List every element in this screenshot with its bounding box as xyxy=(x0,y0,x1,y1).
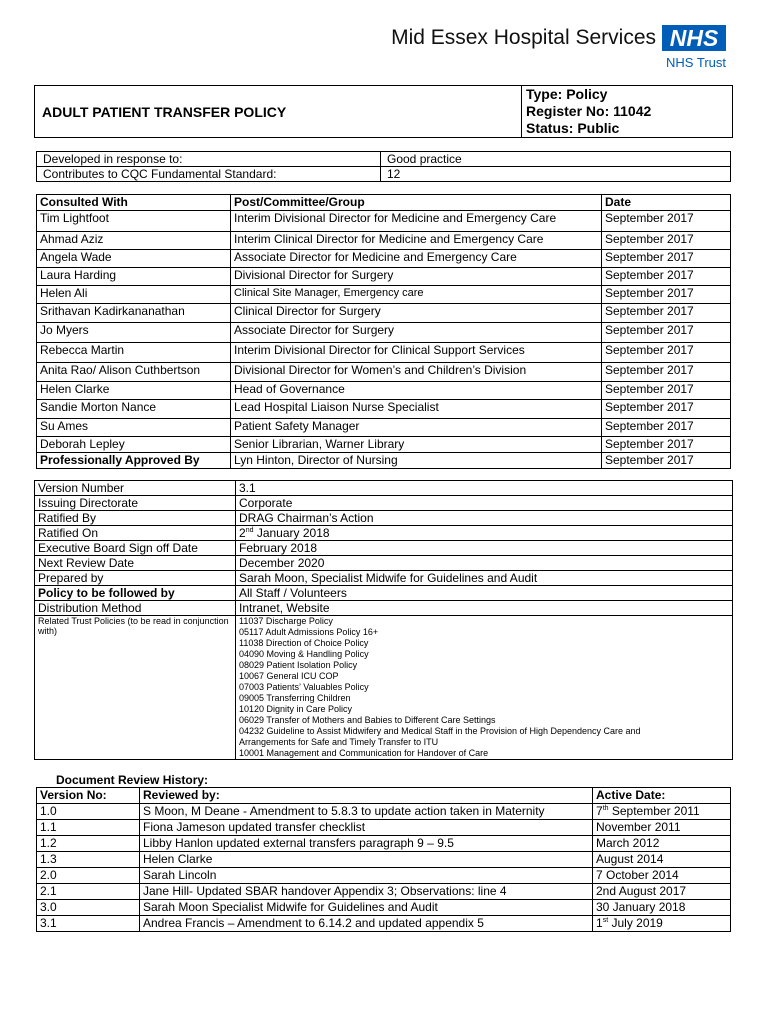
info-value: February 2018 xyxy=(236,541,733,556)
table-row xyxy=(37,437,731,453)
info-value: December 2020 xyxy=(236,556,733,571)
info-label: Prepared by xyxy=(35,571,236,586)
table-row xyxy=(35,526,733,541)
table-row xyxy=(35,541,733,556)
version-cell: 1.2 xyxy=(37,836,140,852)
date-rest: July 2019 xyxy=(608,916,663,930)
table-row xyxy=(37,268,731,286)
related-policy-item[interactable]: 08029 Patient Isolation Policy xyxy=(239,660,358,670)
consult-date: September 2017 xyxy=(602,268,731,286)
info-value: All Staff / Volunteers xyxy=(236,586,733,601)
info-label: Version Number xyxy=(35,481,236,496)
table-row xyxy=(37,916,731,932)
consult-date: September 2017 xyxy=(602,363,731,382)
col-header: Post/Committee/Group xyxy=(231,195,602,211)
info-label: Ratified On xyxy=(35,526,236,541)
related-policy-item[interactable]: 07003 Patients’ Valuables Policy xyxy=(239,682,369,692)
table-header-row xyxy=(37,788,731,804)
table-row xyxy=(37,323,731,343)
related-policy-item[interactable]: 09005 Transferring Children xyxy=(239,693,351,703)
consultee-name: Deborah Lepley xyxy=(37,437,231,453)
date-rest: September 2011 xyxy=(608,804,700,818)
reviewed-by-cell: Sarah Moon Specialist Midwife for Guidelines and Audit xyxy=(140,900,593,916)
policy-title: ADULT PATIENT TRANSFER POLICY xyxy=(35,86,522,138)
consult-date: September 2017 xyxy=(602,250,731,268)
register-number: Register No: 11042 xyxy=(526,103,652,119)
consultee-post: Senior Librarian, Warner Library xyxy=(231,437,602,453)
info-label: Distribution Method xyxy=(35,601,236,616)
info-label: Policy to be followed by xyxy=(35,586,236,601)
info-value xyxy=(236,526,733,541)
date-suffix: th xyxy=(602,805,609,812)
consultee-name: Jo Myers xyxy=(37,323,231,343)
active-date-cell xyxy=(593,916,731,932)
table-row xyxy=(37,152,731,167)
consultee-name: Helen Clarke xyxy=(37,382,231,400)
consultee-post: Interim Divisional Director for Clinical Support Services xyxy=(231,343,602,363)
approved-label: Professionally Approved By xyxy=(37,453,231,469)
table-row xyxy=(37,286,731,304)
active-date-cell xyxy=(593,884,731,900)
consultee-post: Clinical Director for Surgery xyxy=(231,304,602,323)
title-table xyxy=(34,85,733,138)
policy-type: Type: Policy xyxy=(526,86,608,102)
active-date-cell xyxy=(593,868,731,884)
active-date-cell xyxy=(593,836,731,852)
table-row xyxy=(37,453,731,469)
info-value: Corporate xyxy=(236,496,733,511)
version-cell: 2.1 xyxy=(37,884,140,900)
dev-label: Contributes to CQC Fundamental Standard: xyxy=(37,167,381,182)
review-history-body xyxy=(37,804,731,932)
consult-date: September 2017 xyxy=(602,232,731,250)
info-value: Sarah Moon, Specialist Midwife for Guidelines and Audit xyxy=(236,571,733,586)
consultee-post: Associate Director for Medicine and Emergency Care xyxy=(231,250,602,268)
table-row xyxy=(37,211,731,232)
related-policy-item[interactable]: 05117 Adult Admissions Policy 16+ xyxy=(239,627,379,637)
table-row xyxy=(37,804,731,820)
review-history-table xyxy=(36,787,731,932)
info-label: Next Review Date xyxy=(35,556,236,571)
approved-by: Lyn Hinton, Director of Nursing xyxy=(231,453,602,469)
info-label: Executive Board Sign off Date xyxy=(35,541,236,556)
consultee-name: Anita Rao/ Alison Cuthbertson xyxy=(37,363,231,382)
development-table xyxy=(36,151,731,182)
document-info-table xyxy=(34,480,733,760)
consultation-body xyxy=(37,211,731,469)
col-header: Date xyxy=(602,195,731,211)
table-row xyxy=(37,900,731,916)
active-date-cell xyxy=(593,804,731,820)
nhs-trust-label: NHS Trust xyxy=(666,55,726,70)
version-cell: 1.0 xyxy=(37,804,140,820)
table-row xyxy=(37,304,731,323)
date-part: August 2014 xyxy=(596,852,664,866)
date-suffix: st xyxy=(602,917,609,924)
table-row xyxy=(35,556,733,571)
reviewed-by-cell: Andrea Francis – Amendment to 6.14.2 and updated appendix 5 xyxy=(140,916,593,932)
consultee-name: Rebecca Martin xyxy=(37,343,231,363)
table-row xyxy=(37,836,731,852)
date-part: 1 xyxy=(596,916,603,930)
policy-status: Status: Public xyxy=(526,120,620,136)
consultee-post: Divisional Director for Surgery xyxy=(231,268,602,286)
consultee-name: Su Ames xyxy=(37,419,231,437)
approved-date: September 2017 xyxy=(602,453,731,469)
consultee-name: Srithavan Kadirkananathan xyxy=(37,304,231,323)
table-row xyxy=(35,616,733,760)
table-row xyxy=(37,400,731,419)
consult-date: September 2017 xyxy=(602,382,731,400)
active-date-cell xyxy=(593,852,731,868)
reviewed-by-cell: Fiona Jameson updated transfer checklist xyxy=(140,820,593,836)
consultee-post: Clinical Site Manager, Emergency care xyxy=(231,286,602,304)
consult-date: September 2017 xyxy=(602,343,731,363)
col-header: Consulted With xyxy=(37,195,231,211)
consult-date: September 2017 xyxy=(602,286,731,304)
table-row xyxy=(37,884,731,900)
date-part: 2nd August 2017 xyxy=(596,884,687,898)
consultee-name: Sandie Morton Nance xyxy=(37,400,231,419)
dev-value: 12 xyxy=(381,167,731,182)
related-policy-item[interactable]: Arrangements for Safe and Timely Transfer to ITU xyxy=(239,737,439,747)
table-row xyxy=(37,868,731,884)
date-part: November 2011 xyxy=(596,820,681,834)
consultee-post: Head of Governance xyxy=(231,382,602,400)
consult-date: September 2017 xyxy=(602,323,731,343)
consult-date: September 2017 xyxy=(602,211,731,232)
version-cell: 3.1 xyxy=(37,916,140,932)
dev-value: Good practice xyxy=(381,152,731,167)
col-header: Active Date: xyxy=(593,788,731,804)
version-cell: 3.0 xyxy=(37,900,140,916)
table-row xyxy=(35,586,733,601)
table-row xyxy=(35,481,733,496)
date-part: March 2012 xyxy=(596,836,660,850)
dev-label: Developed in response to: xyxy=(37,152,381,167)
info-value: Intranet, Website xyxy=(236,601,733,616)
date-part: 7 xyxy=(596,804,603,818)
table-row xyxy=(37,363,731,382)
consultee-post: Associate Director for Surgery xyxy=(231,323,602,343)
consultee-name: Laura Harding xyxy=(37,268,231,286)
consultee-post: Divisional Director for Women’s and Children’s Division xyxy=(231,363,602,382)
consult-date: September 2017 xyxy=(602,419,731,437)
related-policies-list xyxy=(236,616,733,760)
table-row xyxy=(35,511,733,526)
consultee-post: Interim Divisional Director for Medicine and Emergency Care xyxy=(231,211,602,232)
version-cell: 1.3 xyxy=(37,852,140,868)
nhs-logo: NHS xyxy=(662,25,726,51)
consultee-post: Lead Hospital Liaison Nurse Specialist xyxy=(231,400,602,419)
active-date-cell xyxy=(593,900,731,916)
col-header: Reviewed by: xyxy=(140,788,593,804)
ratified-rest: January 2018 xyxy=(253,526,330,540)
table-row xyxy=(37,232,731,250)
date-part: 30 January 2018 xyxy=(596,900,686,914)
table-row xyxy=(37,343,731,363)
consultee-name: Helen Ali xyxy=(37,286,231,304)
ratified-suffix: nd xyxy=(245,527,254,534)
policy-meta xyxy=(522,86,733,138)
table-header-row xyxy=(37,195,731,211)
related-policy-item[interactable]: 10067 General ICU COP xyxy=(239,671,339,681)
table-row xyxy=(37,419,731,437)
related-policies-label: Related Trust Policies (to be read in conjunction with) xyxy=(35,616,236,760)
related-policy-item[interactable]: 11038 Direction of Choice Policy xyxy=(239,638,369,648)
info-label: Issuing Directorate xyxy=(35,496,236,511)
consult-date: September 2017 xyxy=(602,304,731,323)
reviewed-by-cell: Jane Hill- Updated SBAR handover Appendix 3; Observations: line 4 xyxy=(140,884,593,900)
version-cell: 1.1 xyxy=(37,820,140,836)
review-history-heading: Document Review History: xyxy=(56,773,209,787)
consultee-post: Patient Safety Manager xyxy=(231,419,602,437)
consult-date: September 2017 xyxy=(602,400,731,419)
ratified-day: 2 xyxy=(239,526,246,540)
version-cell: 2.0 xyxy=(37,868,140,884)
table-row xyxy=(35,496,733,511)
col-header: Version No: xyxy=(37,788,140,804)
reviewed-by-cell: S Moon, M Deane - Amendment to 5.8.3 to update action taken in Maternity xyxy=(140,804,593,820)
consultee-name: Angela Wade xyxy=(37,250,231,268)
related-policy-item[interactable]: 10120 Dignity in Care Policy xyxy=(239,704,353,714)
reviewed-by-cell: Helen Clarke xyxy=(140,852,593,868)
related-policy-item[interactable]: 06029 Transfer of Mothers and Babies to Different Care Settings xyxy=(239,715,496,725)
organisation-name: Mid Essex Hospital Services xyxy=(391,26,656,49)
table-row xyxy=(37,382,731,400)
related-policy-item[interactable]: 11037 Discharge Policy xyxy=(239,616,333,626)
table-row xyxy=(37,167,731,182)
related-policy-item[interactable]: 04232 Guideline to Assist Midwifery and Medical Staff in the Provision of High Dependency Care and xyxy=(239,726,641,736)
date-part: 7 October 2014 xyxy=(596,868,679,882)
table-row xyxy=(35,571,733,586)
info-value: DRAG Chairman’s Action xyxy=(236,511,733,526)
consultation-table xyxy=(36,194,731,469)
table-row xyxy=(37,820,731,836)
info-value: 3.1 xyxy=(236,481,733,496)
consult-date: September 2017 xyxy=(602,437,731,453)
table-row xyxy=(37,852,731,868)
table-row xyxy=(35,601,733,616)
consultee-name: Tim Lightfoot xyxy=(37,211,231,232)
active-date-cell xyxy=(593,820,731,836)
reviewed-by-cell: Libby Hanlon updated external transfers paragraph 9 – 9.5 xyxy=(140,836,593,852)
info-label: Ratified By xyxy=(35,511,236,526)
related-policy-item[interactable]: 10001 Management and Communication for Handover of Care xyxy=(239,748,489,758)
table-row xyxy=(37,250,731,268)
consultee-post: Interim Clinical Director for Medicine and Emergency Care xyxy=(231,232,602,250)
reviewed-by-cell: Sarah Lincoln xyxy=(140,868,593,884)
consultee-name: Ahmad Aziz xyxy=(37,232,231,250)
related-policy-item[interactable]: 04090 Moving & Handling Policy xyxy=(239,649,369,659)
